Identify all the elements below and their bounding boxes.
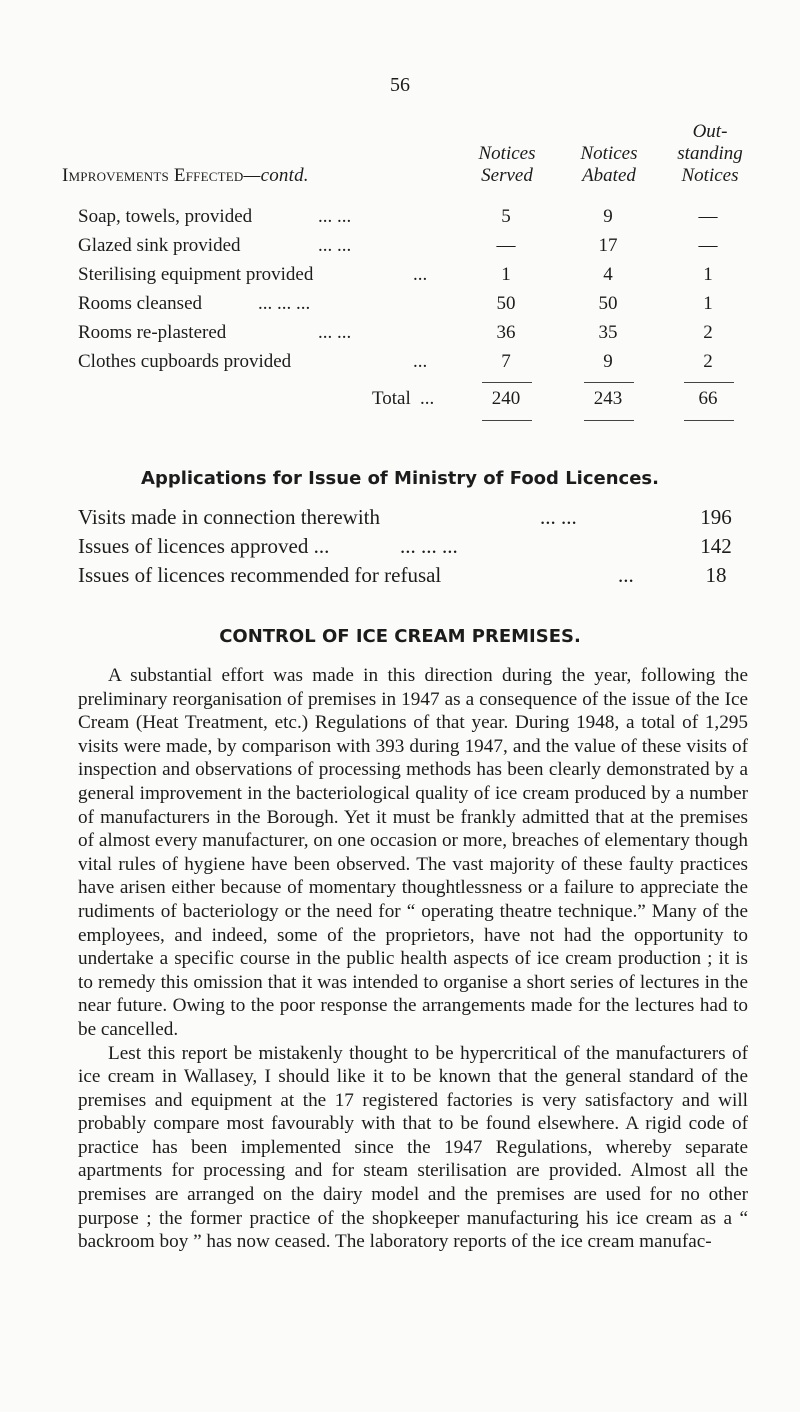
list-item [0, 563, 800, 593]
outstanding-value: 1 [703, 293, 713, 314]
ice-cream-body [78, 664, 748, 1254]
row-label: Glazed sink provided [78, 235, 241, 256]
leader-dots: ... [420, 388, 435, 409]
outstanding-value: — [698, 235, 718, 256]
served-value: 50 [496, 293, 516, 314]
divider [482, 420, 532, 421]
abated-value: 35 [598, 322, 618, 343]
outstanding-value: 2 [703, 351, 713, 372]
table-row [0, 293, 800, 323]
list-item [0, 505, 800, 535]
licence-item-value: 18 [705, 563, 727, 587]
served-value: 36 [496, 322, 516, 343]
total-abated: 243 [593, 388, 623, 409]
licences-heading: Applications for Issue of Ministry of Food Licences. [141, 468, 659, 489]
leader-dots: ... ... [540, 505, 577, 529]
improvements-title: Improvements Effected—contd. [62, 165, 309, 186]
row-label: Clothes cupboards provided [78, 351, 292, 372]
outstanding-value: 1 [703, 264, 713, 285]
abated-value: 9 [603, 351, 613, 372]
licence-item-label: Issues of licences recommended for refusal [78, 563, 442, 587]
divider [684, 382, 734, 383]
improvements-header [0, 115, 800, 195]
row-label: Rooms re-plastered [78, 322, 227, 343]
list-item [0, 534, 800, 564]
total-row [0, 388, 800, 418]
abated-value: 17 [598, 235, 618, 256]
table-row [0, 235, 800, 265]
row-label: Rooms cleansed [78, 293, 203, 314]
licence-item-value: 142 [700, 534, 732, 558]
table-row [0, 206, 800, 236]
column-header-abated: Notices Abated [580, 143, 638, 186]
leader-dots: ... ... ... [400, 534, 458, 558]
table-row [0, 322, 800, 352]
leader-dots: ... ... [318, 206, 352, 227]
served-value: 5 [501, 206, 511, 227]
abated-value: 4 [603, 264, 613, 285]
served-value: 1 [501, 264, 511, 285]
total-outstanding: 66 [698, 388, 718, 409]
outstanding-value: 2 [703, 322, 713, 343]
served-value: 7 [501, 351, 511, 372]
page-number: 56 [390, 74, 410, 96]
leader-dots: ... ... ... [258, 293, 311, 314]
abated-value: 9 [603, 206, 613, 227]
leader-dots: ... [413, 351, 428, 372]
row-label: Sterilising equipment provided [78, 264, 314, 285]
divider [584, 382, 634, 383]
ice-cream-heading: CONTROL OF ICE CREAM PREMISES. [219, 626, 581, 647]
table-row [0, 351, 800, 381]
total-served: 240 [491, 388, 521, 409]
leader-dots: ... ... [318, 322, 352, 343]
table-row [0, 264, 800, 294]
divider [684, 420, 734, 421]
licence-item-label: Visits made in connection therewith [78, 505, 380, 529]
row-label: Soap, towels, provided [78, 206, 253, 227]
column-header-served: Notices Served [478, 143, 536, 186]
served-value: — [496, 235, 516, 256]
paragraph: A substantial effort was made in this direction during the year, following the preliminary reorganisation of premises in 1947 as a consequence of the issue of the Ice Cream (Heat Treatment, etc.) Regulations of that year. During 1948, a total of 1,295 visits were made, by comparison with 393 during 1947, and the value of these visits of inspection and observations of processing methods has been clearly demonstrated by a general improvement in the bacteriological quality of ice cream produced by a number of manufacturers in the Borough. Yet it must be frankly admitted that at the premises of almost every manufacturer, on one occasion or more, breaches of elementary though vital rules of hygiene have been observed. The vast majority of these faulty practices have arisen either because of momentary thoughtlessness or a failure to appreciate the rudiments of bacteriology or the need for “ operating theatre technique.” Many of the employees, and indeed, some of the proprietors, have not had the opportunity to undertake a specific course in the public health aspects of ice cream production ; it is to remedy this omission that it was intended to organise a short series of lectures in the near future. Owing to the poor response the arrangements made for the lectures had to be cancelled. [78, 665, 748, 1040]
abated-value: 50 [598, 293, 618, 314]
paragraph: Lest this report be mistakenly thought to be hypercritical of the manufacturers of ice cream in Wallasey, I should like it to be known that the general standard of the premises and equipment at the 17 registered factories is very satisfactory and will probably compare most favourably with that to be found elsewhere. A rigid code of practice has been implemented since the 1947 Regulations, whereby separate apartments for processing and for steam sterilisation are provided. Almost all the premises are arranged on the dairy model and the premises are used for no other purpose ; the former practice of the shopkeeper manufacturing his ice cream as a “ backroom boy ” has now ceased. The laboratory reports of the ice cream manufac- [78, 1042, 748, 1253]
leader-dots: ... [618, 563, 634, 587]
total-label: Total [372, 388, 411, 409]
leader-dots: ... [413, 264, 428, 285]
licence-item-label: Issues of licences approved ... [78, 534, 330, 558]
outstanding-value: — [698, 206, 718, 227]
leader-dots: ... ... [318, 235, 352, 256]
divider [482, 382, 532, 383]
licence-item-value: 196 [700, 505, 732, 529]
divider [584, 420, 634, 421]
column-header-outstanding: Out- standing Notices [677, 121, 743, 186]
